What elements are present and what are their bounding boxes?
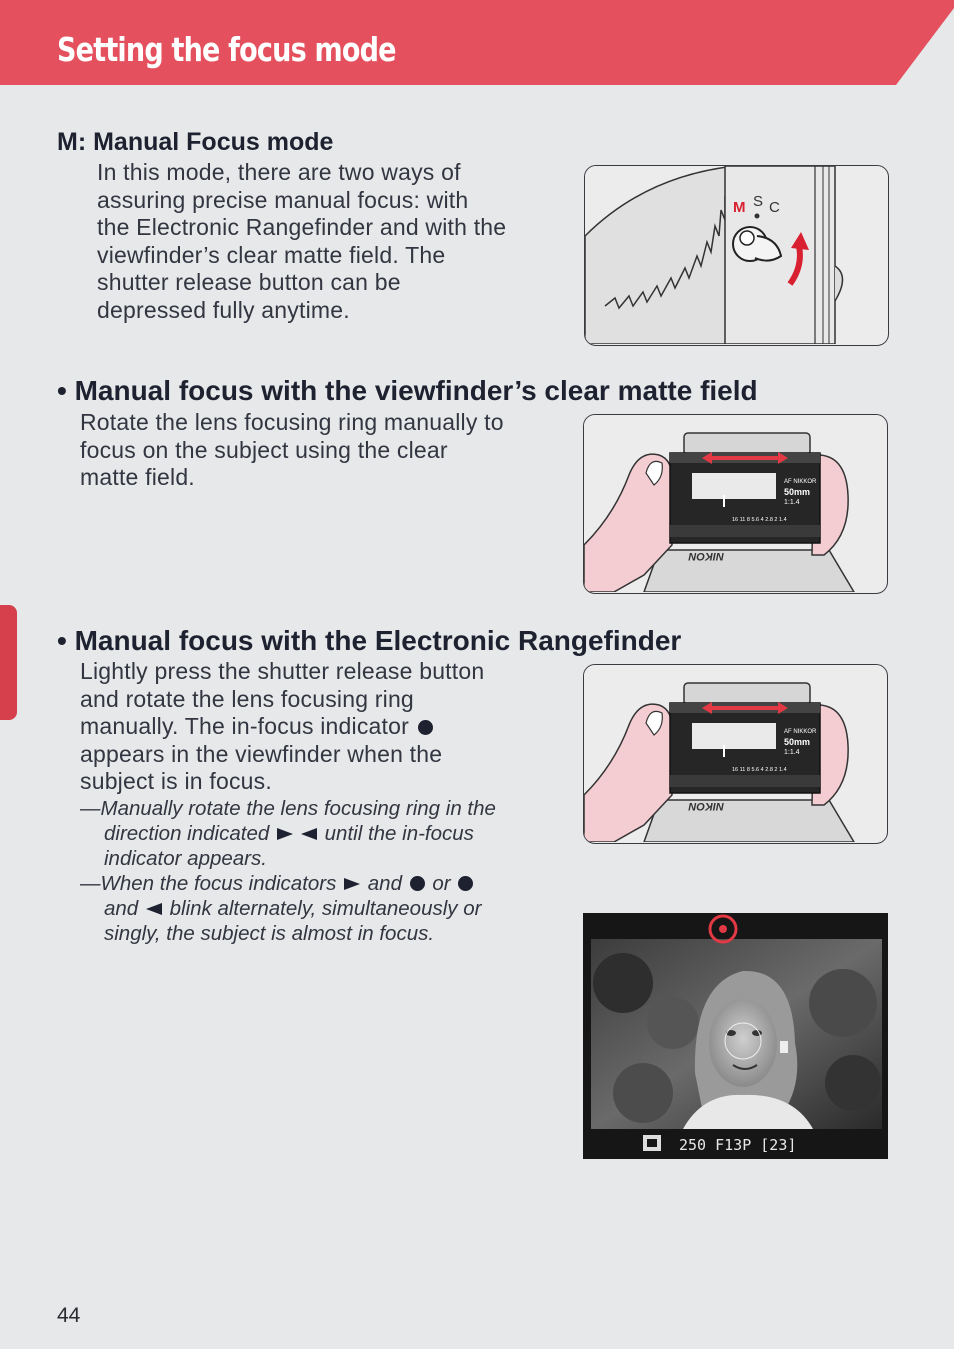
note-fragment: blink alternately, simultaneously or <box>169 897 482 920</box>
text-line: the Electronic Rangefinder and with the <box>97 214 507 241</box>
note-fragment: or <box>432 872 451 895</box>
lens-focusing-figure-1 <box>583 414 888 594</box>
lens-brand: NIKON <box>688 800 724 812</box>
note-fragment: —When the focus indicators <box>80 872 337 895</box>
note-fragment: until the in-focus <box>324 822 474 845</box>
page-number: 44 <box>57 1304 81 1327</box>
text-line: appears in the viewfinder when the <box>80 740 443 767</box>
viewfinder-photo <box>583 913 888 1159</box>
selector-label-c: C <box>769 199 780 216</box>
text-line: subject is in focus. <box>80 768 272 795</box>
note-line: indicator appears. <box>104 847 267 870</box>
text-line: assuring precise manual focus: with <box>97 186 469 213</box>
matte-field-heading: • Manual focus with the viewfinder’s clear matte field <box>57 375 758 406</box>
manual-mode-heading: M: Manual Focus mode <box>57 128 334 156</box>
rangefinder-note-2 <box>80 871 580 946</box>
lens-brand: NIKON <box>688 550 724 562</box>
note-line: singly, the subject is almost in focus. <box>104 922 435 945</box>
lens-label-aperture: 1:1.4 <box>784 749 800 756</box>
viewfinder-display: 250 F13P [23] <box>679 1136 797 1154</box>
selector-label-s: S <box>753 193 764 210</box>
lens-label-af: AF NIKKOR <box>784 729 817 735</box>
manual-mode-text <box>97 159 506 325</box>
text-line: matte field. <box>80 464 195 491</box>
lens-aperture-scale: 16 11 8 5.6 4 2.8 2 1.4 <box>732 517 787 523</box>
focus-dot-icon <box>410 876 425 891</box>
text-line: focus on the subject using the clear <box>80 436 448 463</box>
lens-label-aperture: 1:1.4 <box>784 499 800 506</box>
lens-label-af: AF NIKKOR <box>784 479 817 485</box>
note-line <box>80 871 580 896</box>
lens-label-focal: 50mm <box>784 487 811 497</box>
left-arrow-icon <box>144 902 164 916</box>
direction-arrows-icon <box>275 827 319 841</box>
lens-aperture-scale: 16 11 8 5.6 4 2.8 2 1.4 <box>732 767 787 773</box>
text-line: depressed fully anytime. <box>97 296 350 323</box>
note-line <box>80 896 580 921</box>
text-line <box>80 713 484 741</box>
matte-field-text <box>80 409 504 492</box>
note-fragment: and <box>367 872 402 895</box>
rangefinder-heading: • Manual focus with the Electronic Rangefinder <box>57 625 682 656</box>
note-fragment: direction indicated <box>104 822 270 845</box>
selector-label-m: M <box>733 199 746 216</box>
rangefinder-note-1 <box>80 796 580 871</box>
note-fragment: and <box>104 897 139 920</box>
rangefinder-text <box>80 658 484 796</box>
text-line: In this mode, there are two ways of <box>97 159 461 185</box>
focus-mode-selector-figure <box>584 165 889 346</box>
text-line: viewfinder’s clear matte field. The <box>97 241 446 268</box>
in-focus-indicator-icon <box>418 720 433 735</box>
text-line: Lightly press the shutter release button <box>80 658 485 684</box>
right-arrow-icon <box>342 877 362 891</box>
text-fragment: manually. The in-focus indicator <box>80 713 409 740</box>
lens-label-focal: 50mm <box>784 737 811 747</box>
section-tab <box>0 605 17 720</box>
text-line: Rotate the lens focusing ring manually to <box>80 409 504 435</box>
focus-dot-icon <box>458 876 473 891</box>
note-line: —Manually rotate the lens focusing ring in the <box>80 797 496 820</box>
text-line: shutter release button can be <box>97 269 401 296</box>
text-line: and rotate the lens focusing ring <box>80 685 414 712</box>
note-line <box>80 821 580 846</box>
page-title: Setting the focus mode <box>57 30 396 69</box>
lens-focusing-figure-2 <box>583 664 888 844</box>
